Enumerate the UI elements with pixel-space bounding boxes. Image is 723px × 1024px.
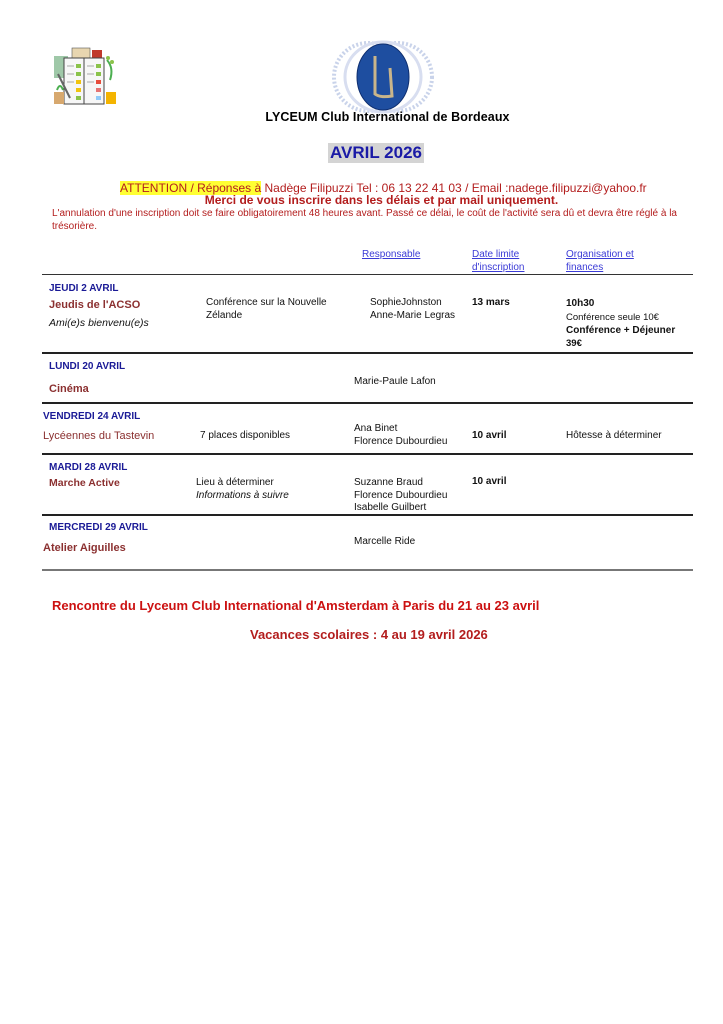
event-day: LUNDI 20 AVRIL bbox=[49, 361, 126, 372]
event-deadline: 13 mars bbox=[472, 297, 510, 308]
event-deadline: 10 avril bbox=[472, 476, 507, 487]
cancellation-notice: L'annulation d'une inscription doit se faire obligatoirement 48 heures avant. Passé ce délai, le coût de l'activité sera dû et devra être réglé à la trésorière. bbox=[52, 208, 677, 232]
org-line: Hôtesse à déterminer bbox=[566, 430, 662, 441]
lyceum-emblem-icon bbox=[328, 40, 438, 114]
event-detail-line: Conférence sur la Nouvelle bbox=[206, 297, 327, 308]
event-day: MARDI 28 AVRIL bbox=[49, 462, 128, 473]
responsable-name: Suzanne Braud bbox=[354, 477, 423, 488]
responsable-name: Marcelle Ride bbox=[354, 536, 416, 547]
event-deadline: 10 avril bbox=[472, 430, 507, 441]
event-detail-line: 7 places disponibles bbox=[200, 430, 291, 441]
contact-info: Nadège Filipuzzi Tel : 06 13 22 41 03 / Email :nadege.filipuzzi@yahoo.fr bbox=[261, 181, 647, 195]
responsable-name: Isabelle Guilbert bbox=[354, 502, 427, 513]
row-divider bbox=[42, 453, 693, 455]
event-detail-line: Lieu à déterminer bbox=[196, 477, 274, 488]
table-bottom-divider bbox=[42, 569, 693, 571]
registration-notice: Merci de vous inscrire dans les délais et par mail uniquement. bbox=[204, 193, 559, 207]
org-price-line: Conférence + Déjeuner bbox=[566, 325, 676, 336]
event-day: VENDREDI 24 AVRIL bbox=[43, 411, 141, 422]
responsable-name: SophieJohnston bbox=[370, 297, 442, 308]
month-title: AVRIL 2026 bbox=[330, 143, 422, 162]
attention-highlight: ATTENTION / Réponses à bbox=[120, 181, 262, 195]
event-details bbox=[196, 477, 289, 502]
responsable-name: Marie-Paule Lafon bbox=[354, 376, 436, 387]
event-subtitle: Ami(e)s bienvenu(e)s bbox=[49, 317, 149, 329]
club-name: LYCEUM Club International de Bordeaux bbox=[265, 110, 510, 124]
event-activity: Cinéma bbox=[49, 383, 89, 395]
header-organisation-line2: finances bbox=[566, 262, 604, 273]
event-day: MERCREDI 29 AVRIL bbox=[49, 522, 148, 533]
header-date-limite-line2: d'inscription bbox=[472, 262, 525, 273]
org-time: 10h30 bbox=[566, 298, 595, 309]
rencontre-notice: Rencontre du Lyceum Club International d'Amsterdam à Paris du 21 au 23 avril bbox=[52, 598, 540, 613]
event-activity: Atelier Aiguilles bbox=[43, 542, 126, 554]
org-price-line: 39€ bbox=[566, 337, 582, 349]
event-day: JEUDI 2 AVRIL bbox=[49, 283, 119, 294]
event-responsables bbox=[370, 297, 455, 322]
row-divider bbox=[42, 514, 693, 516]
responsable-name: Florence Dubourdieu bbox=[354, 435, 448, 447]
event-details bbox=[206, 297, 327, 322]
header-organisation[interactable] bbox=[566, 248, 634, 274]
row-divider bbox=[42, 402, 693, 404]
row-divider bbox=[42, 352, 693, 354]
header-responsable[interactable]: Responsable bbox=[362, 249, 421, 260]
event-detail-line: Zélande bbox=[206, 309, 243, 321]
table-divider bbox=[42, 274, 693, 275]
responsable-name: Anne-Marie Legras bbox=[370, 309, 456, 321]
event-activity: Marche Active bbox=[49, 477, 120, 489]
header-organisation-line1: Organisation et bbox=[566, 249, 634, 260]
event-activity: Lycéennes du Tastevin bbox=[43, 430, 155, 442]
event-activity: Jeudis de l'ACSO bbox=[49, 299, 141, 311]
header-date-limite[interactable] bbox=[472, 248, 525, 274]
event-responsables bbox=[354, 423, 447, 448]
event-responsables bbox=[354, 477, 447, 515]
vacances-notice: Vacances scolaires : 4 au 19 avril 2026 bbox=[250, 627, 488, 642]
planner-logo-icon bbox=[52, 40, 122, 110]
event-organisation bbox=[566, 298, 675, 350]
org-price-line: Conférence seule 10€ bbox=[566, 311, 659, 323]
responsable-name: Florence Dubourdieu bbox=[354, 489, 448, 501]
event-detail-line: Informations à suivre bbox=[196, 489, 289, 501]
responsable-name: Ana Binet bbox=[354, 423, 398, 434]
header-date-limite-line1: Date limite bbox=[472, 249, 520, 260]
